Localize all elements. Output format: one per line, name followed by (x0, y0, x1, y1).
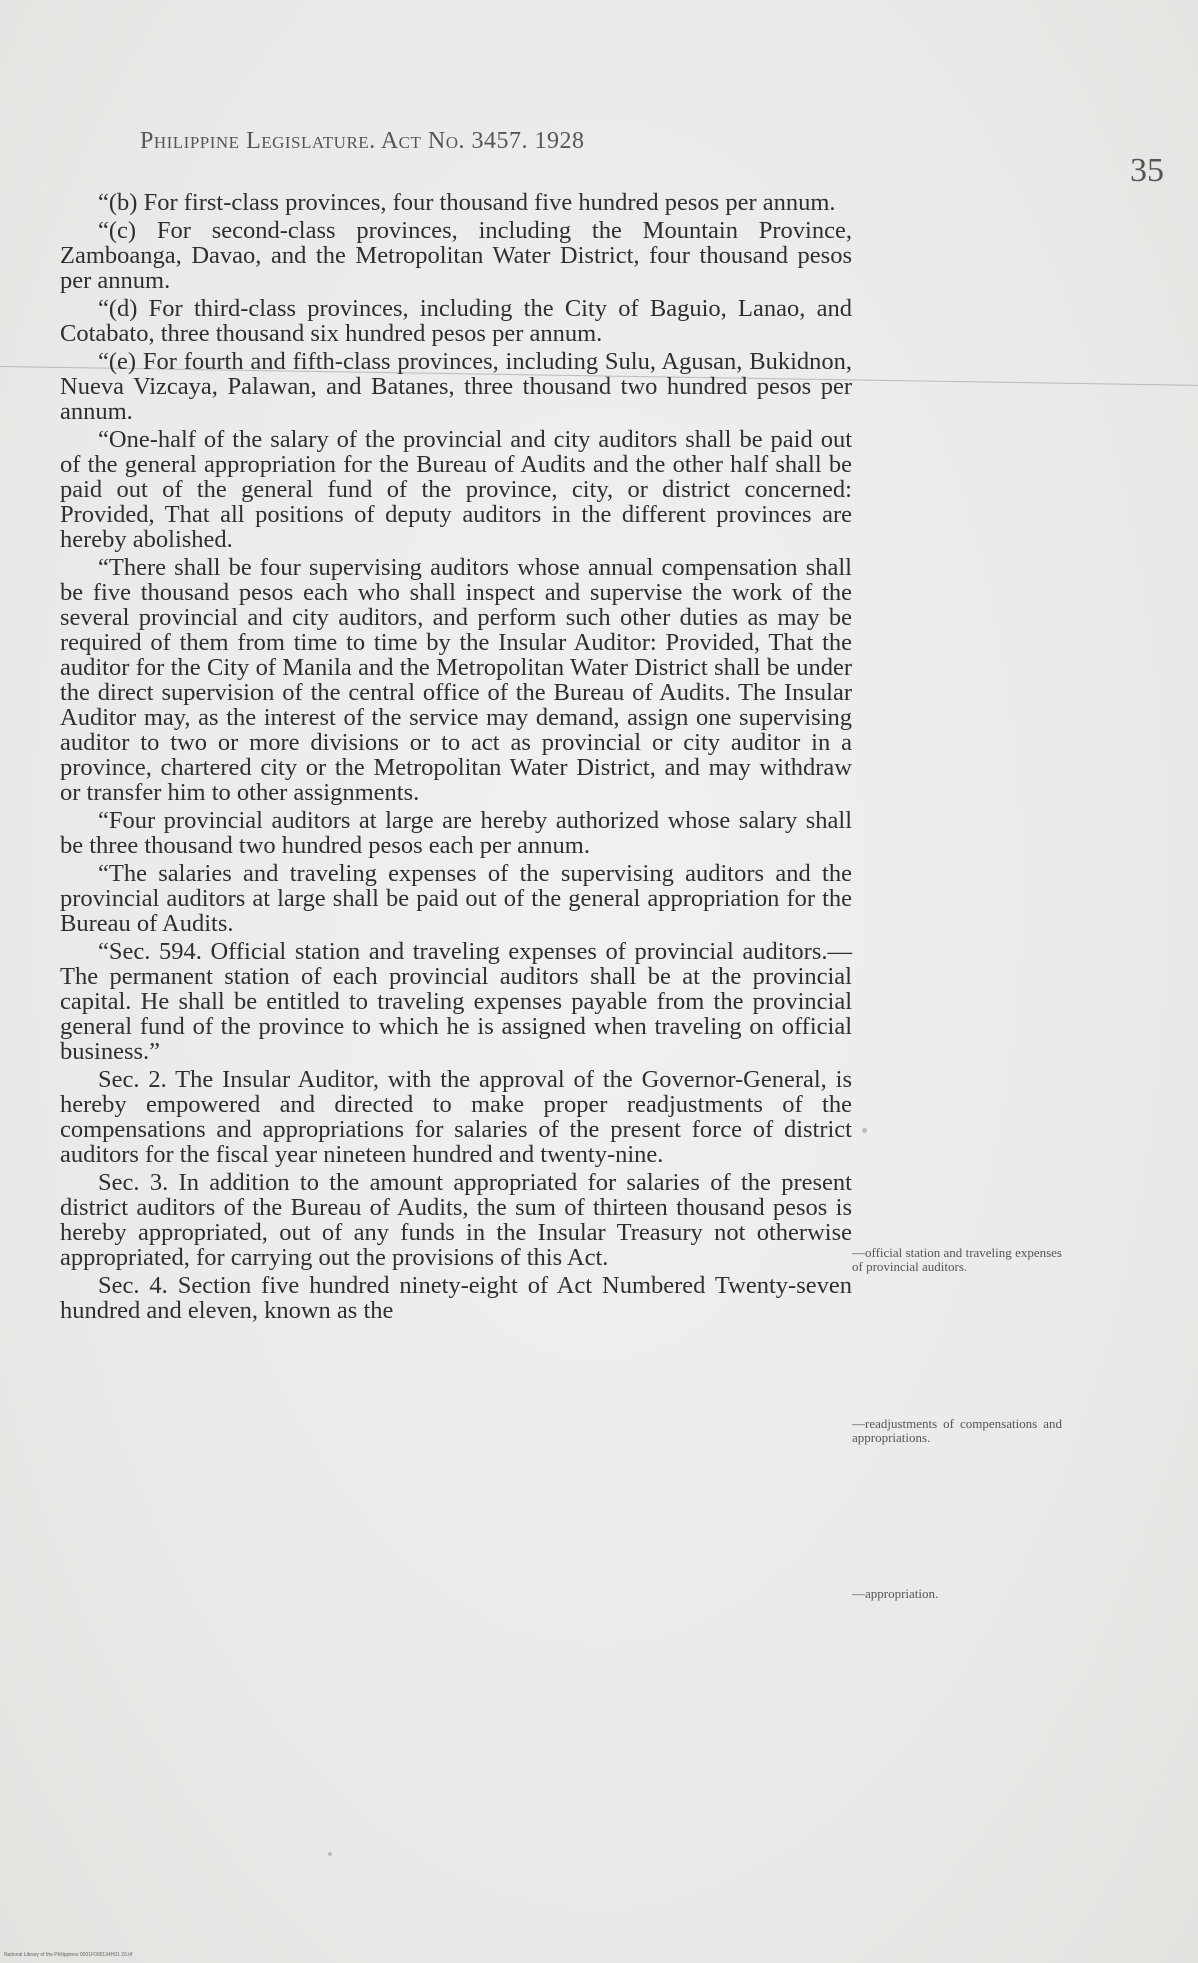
paper-speck (328, 1852, 332, 1856)
margin-note-appropriation: —appropriation. (852, 1586, 939, 1601)
paragraph-sec-2: Sec. 2. The Insular Auditor, with the approval of the Governor-General, is hereby empowered and directed to make proper readjustments of the compensations and appropriations for salaries of the present force of district auditors for the fiscal year nineteen hundred and twenty-nine. (60, 1066, 852, 1168)
paragraph-sec-594: “Sec. 594. Official station and traveling expenses of provincial auditors.—The permanent station of each provincial auditors shall be at the provincial capital. He shall be entitled to traveling expenses payable from the provincial general fund of the province to which he is assigned when traveling on official business.” (60, 938, 852, 1065)
paragraph-b: “(b) For first-class provinces, four thousand five hundred pesos per annum. (98, 189, 836, 216)
margin-note-readjustments: —readjustments of compensations and appropriations. (852, 1416, 1062, 1445)
footer-credit: National Library of the Philippines 0001F000134H01 20.tif (4, 1952, 133, 1958)
paragraph-one-half: “One-half of the salary of the provincial and city auditors shall be paid out of the general appropriation for the Bureau of Audits and the other half shall be paid out of the general fund of the province, city, or district concerned: Provided, That all positions of deputy auditors in the different provinces are hereby abolished. (60, 426, 852, 553)
running-head: Philippine Legislature. Act No. 3457. 1928 (140, 128, 585, 154)
page-number: 35 (1130, 152, 1164, 189)
paragraph-sec-3: Sec. 3. In addition to the amount appropriated for salaries of the present district auditors of the Bureau of Audits, the sum of thirteen thousand pesos is hereby appropriated, out of any funds in the Insular Treasury not otherwise appropriated, for carrying out the provisions of this Act. (60, 1169, 852, 1271)
paragraph-salaries: “The salaries and traveling expenses of the supervising auditors and the provincial auditors at large shall be paid out of the general appropriation for the Bureau of Audits. (60, 860, 852, 937)
paragraph-c: “(c) For second-class provinces, including the Mountain Province, Zamboanga, Davao, and the Metropolitan Water District, four thousand pesos per annum. (60, 217, 852, 294)
body-text (60, 190, 852, 1326)
paragraph-supervising-auditors: “There shall be four supervising auditors whose annual compensation shall be five thousand pesos each who shall inspect and supervise the work of the several provincial and city auditors, and perform such other duties as may be required of them from time to time by the Insular Auditor: Provided, That the auditor for the City of Manila and the Metropolitan Water District shall be under the direct supervision of the central office of the Bureau of Audits. The Insular Auditor may, as the interest of the service may demand, assign one supervising auditor to two or more divisions or to act as provincial or city auditor in a province, chartered city or the Metropolitan Water District, and may withdraw or transfer him to other assignments. (60, 554, 852, 806)
paragraph-auditors-at-large: “Four provincial auditors at large are hereby authorized whose salary shall be three thousand two hundred pesos each per annum. (60, 807, 852, 859)
margin-note-official-station: —official station and traveling expenses of provincial auditors. (852, 1245, 1062, 1274)
paragraph-d: “(d) For third-class provinces, including the City of Baguio, Lanao, and Cotabato, three thousand six hundred pesos per annum. (60, 295, 852, 347)
paragraph-e: “(e) For fourth and fifth-class provinces, including Sulu, Agusan, Bukidnon, Nueva Vizcaya, Palawan, and Batanes, three thousand two hundred pesos per annum. (60, 348, 852, 425)
paragraph-sec-4: Sec. 4. Section five hundred ninety-eight of Act Numbered Twenty-seven hundred and eleven, known as the (60, 1272, 852, 1324)
paper-speck (862, 1128, 867, 1133)
